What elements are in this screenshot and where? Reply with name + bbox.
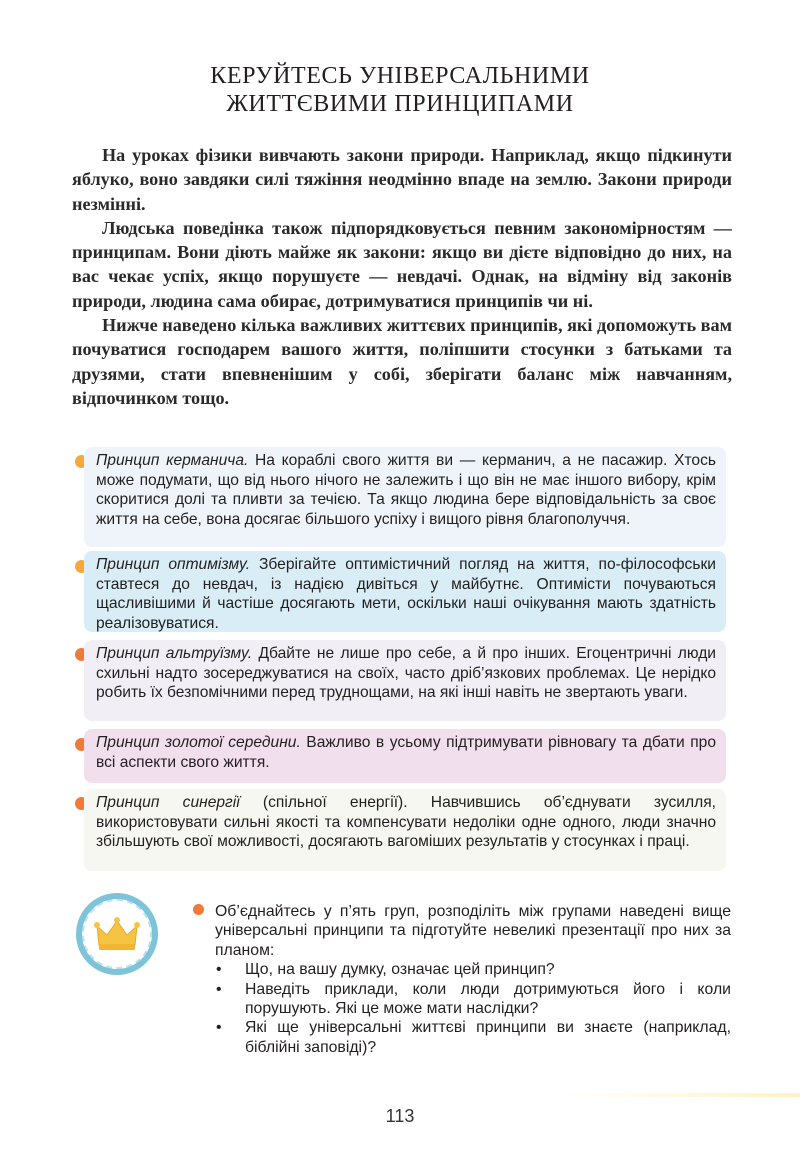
principle-box-altruism — [84, 640, 726, 721]
principle-name: Принцип оптимізму. — [96, 556, 251, 573]
page-number: 113 — [385, 1106, 415, 1126]
task-list — [215, 960, 731, 1057]
principle-box-golden-mean — [84, 729, 726, 783]
task-bullet-icon — [193, 904, 204, 915]
intro-paragraph: Нижче наведено кілька важливих життєвих принципів, які допоможуть вам почуватися господарем вашого життя, поліпшити стосунки з батьками та друзями, стати впевненішим у собі, зберігати баланс між навчанням, відпочинком тощо. — [72, 315, 732, 408]
principle-text: Зберігайте оптимістичний погляд на життя, по-філософськи ставтеся до невдач, із надією дивіться у майбутнє. Оптимісти почуваються щасливішими й частіше досягають мети, оскільки наші очікування мають здатність реалізовуватися. — [96, 556, 716, 632]
crown-icon — [84, 901, 150, 967]
task-item: • Що, на вашу думку, означає цей принцип? — [245, 960, 731, 979]
group-task — [215, 902, 731, 1057]
principle-name: Принцип керманича. — [96, 452, 249, 469]
principle-text: На кораблі свого життя ви — керманич, а не пасажир. Хтось може подумати, що від нього нічого не залежить і що він не має іншого вибору, крім скоритися долі та пливти за течією. Та якщо людина бере відповідальність за своє життя на себе, вона досягає більшого успіху і вищого рівня благополуччя. — [96, 452, 717, 528]
intro-text — [72, 143, 732, 410]
principle-box-helmsman — [84, 447, 726, 547]
page-title-line-2: ЖИТТЄВИМИ ПРИНЦИПАМИ — [226, 91, 574, 117]
intro-paragraph: На уроках фізики вивчають закони природи. Наприклад, якщо підкинути яблуко, воно завдяки силі тяжіння неодмінно впаде на землю. Закони природи незмінні. — [72, 145, 732, 214]
principle-name: Принцип золотої середини. — [96, 734, 301, 751]
task-item: • Наведіть приклади, коли люди дотримуються його і коли порушують. Які це може мати наслідки? — [245, 980, 731, 1019]
principle-name: Принцип синергії — [96, 794, 240, 811]
principle-box-optimism — [84, 551, 726, 632]
task-item: • Які ще універсальні життєві принципи ви знаєте (наприклад, біблійні заповіді)? — [245, 1018, 731, 1057]
task-intro: Об’єднайтесь у п’ять груп, розподіліть між групами наведені вище універсальні принципи та підготуйте невеликі презентації про них за планом: — [215, 903, 731, 959]
principle-text: (спільної енергії). Навчившись об’єднувати зусилля, використовувати сильні якості та компенсувати недоліки одне одного, люди значно збільшують свої можливості, досягають вагоміших результатів у стосунках і праці. — [96, 794, 716, 851]
principle-text: Дбайте не лише про себе, а й про інших. Егоцентричні люди схильні надто зосереджуватися на своїх, часто дріб’язкових проблемах. Це нерідко робить їх безпомічними перед труднощами, на які інші навіть не звертають уваги. — [96, 645, 717, 702]
page-title-line-1: КЕРУЙТЕСЬ УНІВЕРСАЛЬНИМИ — [210, 63, 590, 89]
intro-paragraph: Людська поведінка також підпорядковується певним закономірностям — принципам. Вони діють майже як закони: якщо ви дієте відповідно до них, на вас чекає успіх, якщо порушуєте — невдачі. Однак, на відміну від законів природи, людина сама обирає, дотримуватися принципів чи ні. — [72, 217, 732, 311]
crown-badge — [76, 893, 158, 975]
principle-name: Принцип альтруїзму. — [96, 645, 253, 662]
principle-box-synergy — [84, 789, 726, 871]
footer-divider — [560, 1093, 800, 1097]
page-title — [0, 62, 800, 118]
principle-text: Важливо в усьому підтримувати рівновагу та дбати про всі аспекти свого життя. — [96, 734, 716, 771]
